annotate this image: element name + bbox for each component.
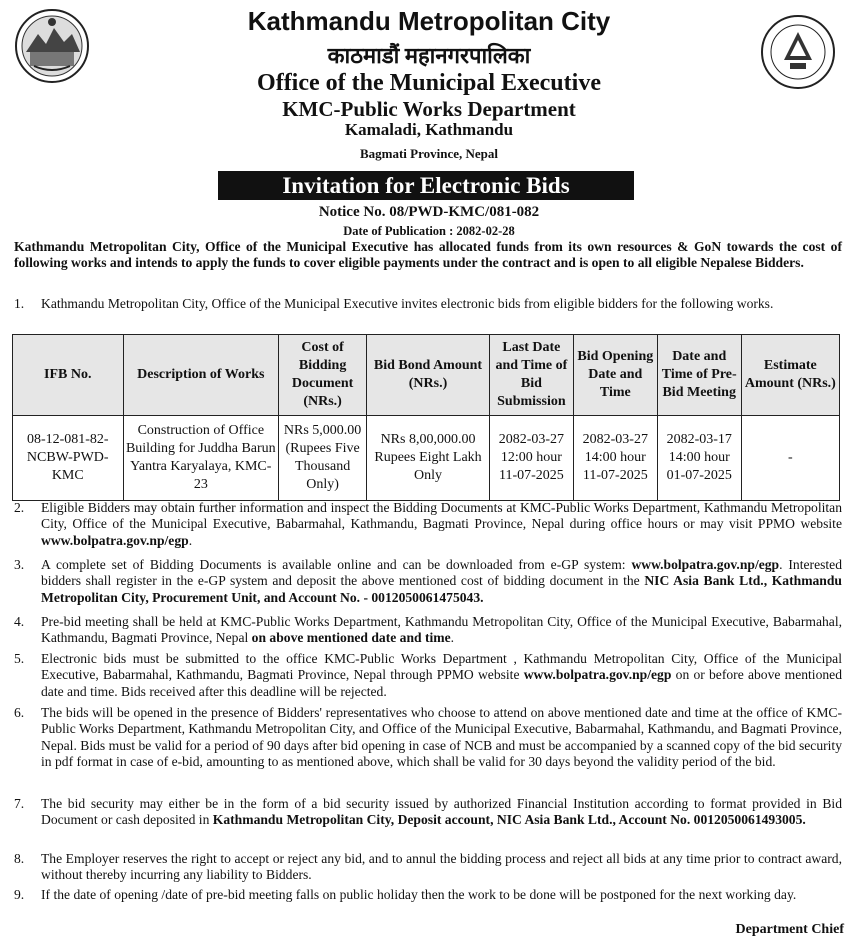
item-text: A complete set of Bidding Documents is available online and can be downloaded from e-GP system: www.bolpatra.gov.np/egp. Interested bidders shall register in the e-GP system and deposit the above mentioned cost of bidding document in the NIC Asia Bank Ltd., Kathmandu Metropolitan City, Procurement Unit, and Account No. - 0012050061475043.	[41, 557, 842, 605]
item-number: 9.	[14, 887, 25, 902]
address: Kamaladi, Kathmandu	[344, 120, 514, 139]
item-text: The Employer reserves the right to accept or reject any bid, and to annul the bidding process and reject all bids at any time prior to contract award, without thereby incurring any liability to Bidders.	[41, 851, 842, 883]
item-number: 8.	[14, 851, 25, 866]
list-item	[14, 500, 842, 549]
item-text: The bids will be opened in the presence of Bidders' representatives who choose to attend on above mentioned date and time at the office of KMC-Public Works Department, Kathmandu Metropolitan City, and Office of the Municipal Executive, Babarmahal, Kathmandu, and Bagmati Province, Nepal. Bids must be valid for a period of 90 days after bid opening in case of NCB and must be accompanied by a scanned copy of the bid security in pdf format in case of e-bid, amounting to as mentioned above, which shall be valid for 30 days beyond the validity period of the bid.	[41, 705, 842, 769]
item-text: Kathmandu Metropolitan City, Office of the Municipal Executive invites electronic bids from eligible bidders for the following works.	[41, 296, 774, 311]
publication-date: Date of Publication : 2082-02-28	[343, 224, 515, 238]
cell-cost: NRs 5,000.00 (Rupees Five Thousand Only)	[279, 416, 367, 501]
city-name-nepali: काठमाडौं महानगरपालिका	[327, 43, 531, 68]
notice-title: Invitation for Electronic Bids	[218, 171, 634, 200]
header-bid-bond: Bid Bond Amount (NRs.)	[367, 335, 490, 416]
item-text: Eligible Bidders may obtain further information and inspect the Bidding Documents at KMC-Public Works Department, Kathmandu Metropolitan City, Office of the Municipal Executive, Babarmahal, Kathmandu, Bagmati Province, Nepal during office hours or may visit PPMO website www.bolpatra.gov.np/egp.	[41, 500, 842, 548]
intro-paragraph: Kathmandu Metropolitan City, Office of the Municipal Executive has allocated funds from its own resources & GoN towards the cost of following works and intends to apply the funds to cover eligible payments under the contract and is open to all eligible Nepalese Bidders.	[14, 239, 842, 270]
header-description: Description of Works	[123, 335, 279, 416]
item-number: 1.	[14, 296, 25, 311]
list-item	[14, 614, 842, 647]
header-prebid: Date and Time of Pre-Bid Meeting	[657, 335, 741, 416]
list-item	[14, 796, 842, 829]
table-row	[13, 416, 840, 501]
cell-prebid: 2082-03-17 14:00 hour 01-07-2025	[657, 416, 741, 501]
cell-bid-bond: NRs 8,00,000.00 Rupees Eight Lakh Only	[367, 416, 490, 501]
item-text: If the date of opening /date of pre-bid meeting falls on public holiday then the work to be done will be postponed for the next working day.	[41, 887, 797, 902]
item-number: 2.	[14, 500, 25, 515]
list-item	[14, 705, 842, 770]
item-number: 7.	[14, 796, 25, 811]
signature: Department Chief	[735, 922, 844, 937]
item-number: 5.	[14, 651, 25, 666]
bid-table	[12, 334, 840, 501]
list-item	[14, 296, 842, 312]
list-item	[14, 887, 842, 903]
city-name: Kathmandu Metropolitan City	[247, 6, 611, 36]
list-item	[14, 851, 842, 884]
header-cost: Cost of Bidding Document (NRs.)	[279, 335, 367, 416]
header-estimate: Estimate Amount (NRs.)	[741, 335, 839, 416]
cell-submission: 2082-03-27 12:00 hour 11-07-2025	[489, 416, 573, 501]
notice-number: Notice No. 08/PWD-KMC/081-082	[318, 204, 540, 220]
item-number: 3.	[14, 557, 25, 572]
office-name: Office of the Municipal Executive	[257, 70, 601, 96]
province: Bagmati Province, Nepal	[359, 146, 499, 161]
cell-opening: 2082-03-27 14:00 hour 11-07-2025	[573, 416, 657, 501]
header-ifb-no: IFB No.	[13, 335, 124, 416]
kmc-seal-icon	[760, 14, 836, 90]
header-opening: Bid Opening Date and Time	[573, 335, 657, 416]
cell-estimate: -	[741, 416, 839, 501]
item-number: 4.	[14, 614, 25, 629]
list-item	[14, 557, 842, 606]
table-header-row	[13, 335, 840, 416]
header-submission: Last Date and Time of Bid Submission	[489, 335, 573, 416]
nepal-emblem-icon	[14, 8, 90, 84]
cell-description: Construction of Office Building for Juddha Barun Yantra Karyalaya, KMC-23	[123, 416, 279, 501]
item-text: The bid security may either be in the form of a bid security issued by authorized Financial Institution according to format provided in Bid Document or cash deposited in Kathmandu Metropolitan City, Deposit account, NIC Asia Bank Ltd., Account No. 0012050061493005.	[41, 796, 842, 828]
item-text: Electronic bids must be submitted to the office KMC-Public Works Department , Kathmandu Metropolitan City, Office of the Municipal Executive, Babarmahal, Kathmandu, Bagmati Province, Nepal through PPMO website www.bolpatra.gov.np/egp on or before above mentioned date and time. Bids received after this deadline will be rejected.	[41, 651, 843, 699]
list-item	[14, 651, 842, 700]
cell-ifb-no: 08-12-081-82-NCBW-PWD-KMC	[13, 416, 124, 501]
item-text: Pre-bid meeting shall be held at KMC-Public Works Department, Kathmandu Metropolitan City, Office of the Municipal Executive, Babarmahal, Kathmandu, Bagmati Province, Nepal on above mentioned date and time.	[41, 614, 842, 646]
item-number: 6.	[14, 705, 25, 720]
department-name: KMC-Public Works Department	[282, 97, 576, 121]
